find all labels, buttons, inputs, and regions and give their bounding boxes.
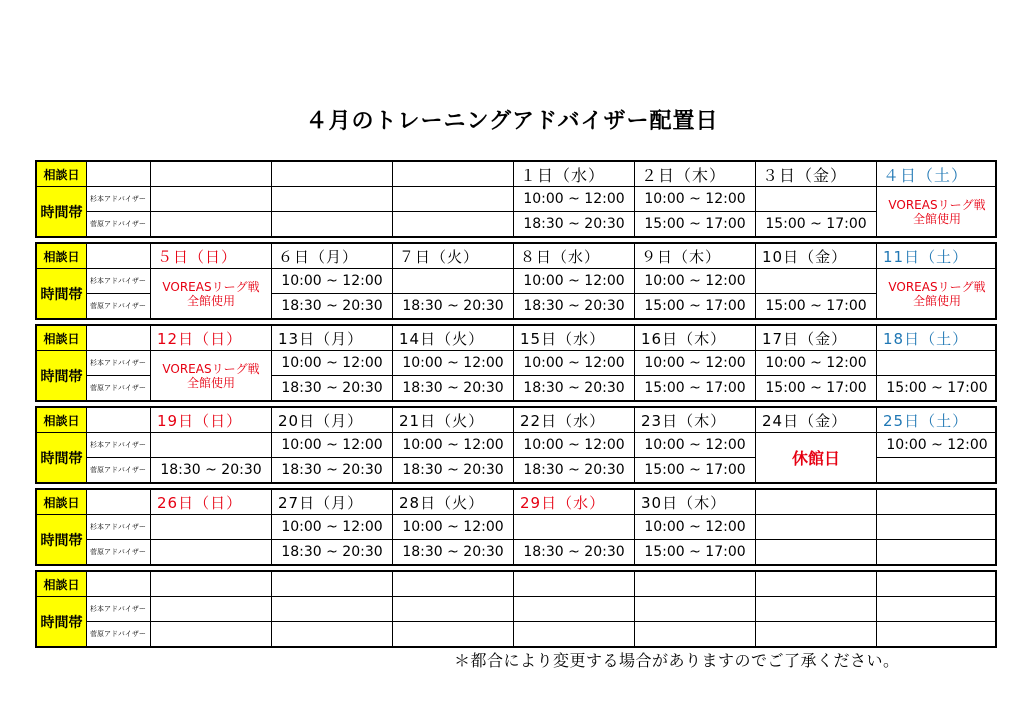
advisor-2-time: 18:30 ~ 20:30	[514, 376, 635, 400]
advisor-1-time: 10:00 ~ 12:00	[514, 433, 635, 458]
advisor-2-time: 18:30 ~ 20:30	[272, 458, 393, 482]
day-date: 18日（土）	[877, 326, 997, 351]
advisor-2-time	[756, 622, 877, 646]
closed-day-label: 休館日	[756, 433, 877, 482]
day-date: 24日（金）	[756, 408, 877, 433]
time-slot-label: 時間帯	[37, 597, 87, 646]
advisor-1-time: 10:00 ~ 12:00	[514, 187, 635, 212]
advisor-2-label: 菅原アドバイザー	[87, 622, 151, 646]
event-note-detail: 全館使用	[186, 293, 235, 308]
advisor-1-time	[393, 187, 514, 212]
week-grid	[37, 244, 995, 318]
advisor-1-label: 杉本アドバイザー	[87, 269, 151, 294]
advisor-2-label: 菅原アドバイザー	[87, 376, 151, 400]
advisor-2-time	[151, 622, 272, 646]
advisor-1-time: 10:00 ~ 12:00	[514, 269, 635, 294]
advisor-2-time: 15:00 ~ 17:00	[886, 380, 988, 396]
day-date: 12日（日）	[151, 326, 272, 351]
corner-cell	[87, 326, 151, 351]
day-date	[635, 572, 756, 597]
day-date	[393, 572, 514, 597]
advisor-1-time	[151, 597, 272, 622]
consult-day-label: 相談日	[37, 244, 87, 269]
day-date: ５日（日）	[151, 244, 272, 269]
event-note	[151, 351, 272, 400]
day-date: ７日（火）	[393, 244, 514, 269]
advisor-2-time	[393, 622, 514, 646]
advisor-2-time	[272, 212, 393, 236]
day-date: 20日（月）	[272, 408, 393, 433]
advisor-2-time	[877, 540, 997, 564]
advisor-1-time: 10:00 ~ 12:00	[272, 269, 393, 294]
day-date	[393, 162, 514, 187]
advisor-1-time	[393, 269, 514, 294]
week-block	[35, 324, 997, 402]
event-note	[877, 269, 997, 318]
advisor-2-time: 18:30 ~ 20:30	[514, 212, 635, 236]
advisor-2-time	[151, 540, 272, 564]
advisor-2-time: 18:30 ~ 20:30	[272, 294, 393, 318]
corner-cell	[87, 490, 151, 515]
week-block	[35, 406, 997, 484]
corner-cell	[87, 408, 151, 433]
advisor-2-time: 18:30 ~ 20:30	[393, 540, 514, 564]
advisor-2-time: 18:30 ~ 20:30	[514, 294, 635, 318]
day-date: 27日（月）	[272, 490, 393, 515]
week-grid	[37, 162, 995, 236]
advisor-1-label: 杉本アドバイザー	[87, 433, 151, 458]
advisor-1-time: 10:00 ~ 12:00	[393, 433, 514, 458]
advisor-1-time: 10:00 ~ 12:00	[635, 351, 756, 376]
advisor-1-time: 10:00 ~ 12:00	[635, 433, 756, 458]
advisor-1-time: 10:00 ~ 12:00	[272, 515, 393, 540]
advisor-1-time: 10:00 ~ 12:00	[635, 187, 756, 212]
advisor-1-time	[514, 597, 635, 622]
day-date: ８日（水）	[514, 244, 635, 269]
advisor-1-time	[756, 515, 877, 540]
day-date	[272, 162, 393, 187]
week-block	[35, 242, 997, 320]
advisor-1-time	[756, 269, 877, 294]
footer-note: ＊都合により変更する場合がありますのでご了承ください。	[454, 651, 900, 670]
advisor-1-time: 10:00 ~ 12:00	[635, 269, 756, 294]
day-date: 22日（水）	[514, 408, 635, 433]
advisor-2-time: 15:00 ~ 17:00	[635, 376, 756, 400]
advisor-2-label: 菅原アドバイザー	[87, 294, 151, 318]
time-slot-label: 時間帯	[37, 433, 87, 482]
advisor-1-time	[514, 515, 635, 540]
corner-cell	[87, 572, 151, 597]
advisor-2-time: 15:00 ~ 17:00	[635, 294, 756, 318]
day-date: 15日（水）	[514, 326, 635, 351]
day-date	[877, 490, 997, 515]
day-date: 21日（火）	[393, 408, 514, 433]
consult-day-label: 相談日	[37, 490, 87, 515]
page-title: ４月のトレーニングアドバイザー配置日	[305, 109, 719, 134]
day-date	[151, 572, 272, 597]
advisor-1-time: 10:00 ~ 12:00	[756, 351, 877, 376]
advisor-2-time: 15:00 ~ 17:00	[756, 294, 877, 318]
advisor-1-time	[151, 433, 272, 458]
advisor-1-time: 10:00 ~ 12:00	[393, 351, 514, 376]
advisor-2-time: 15:00 ~ 17:00	[756, 376, 877, 400]
advisor-2-time: 18:30 ~ 20:30	[514, 458, 635, 482]
day-date: 30日（木）	[635, 490, 756, 515]
advisor-2-time: 18:30 ~ 20:30	[393, 458, 514, 482]
advisor-2-time	[756, 540, 877, 564]
advisor-1-time	[151, 187, 272, 212]
event-note-title: VOREASリーグ戦	[888, 197, 986, 212]
day-date: 26日（日）	[151, 490, 272, 515]
event-note-detail: 全館使用	[912, 211, 961, 226]
advisor-1-time	[877, 351, 997, 376]
advisor-1-time	[635, 597, 756, 622]
advisor-1-time: 10:00 ~ 12:00	[272, 433, 393, 458]
advisor-1-time	[272, 597, 393, 622]
day-date: 17日（金）	[756, 326, 877, 351]
advisor-1-time	[272, 187, 393, 212]
time-slot-label: 時間帯	[37, 187, 87, 236]
day-date: 14日（火）	[393, 326, 514, 351]
week-grid	[37, 572, 995, 646]
advisor-2-time	[635, 622, 756, 646]
event-note	[151, 269, 272, 318]
event-note-title: VOREASリーグ戦	[888, 279, 986, 294]
day-date: 25日（土）	[877, 408, 997, 433]
week-block	[35, 488, 997, 566]
day-date: ９日（木）	[635, 244, 756, 269]
advisor-2-time: 15:00 ~ 17:00	[756, 212, 877, 236]
day-date: 19日（日）	[151, 408, 272, 433]
day-date	[514, 572, 635, 597]
advisor-2-time: 15:00 ~ 17:00	[635, 458, 756, 482]
advisor-2-time	[151, 212, 272, 236]
time-slot-label: 時間帯	[37, 515, 87, 564]
advisor-2-time	[514, 622, 635, 646]
advisor-1-label: 杉本アドバイザー	[87, 187, 151, 212]
day-date	[877, 572, 997, 597]
advisor-2-time: 18:30 ~ 20:30	[272, 540, 393, 564]
event-note-title: VOREASリーグ戦	[162, 279, 260, 294]
week-grid	[37, 326, 995, 400]
advisor-1-time	[877, 515, 997, 540]
week-grid	[37, 490, 995, 564]
advisor-2-time: 18:30 ~ 20:30	[393, 294, 514, 318]
day-date	[756, 490, 877, 515]
advisor-2-time	[393, 212, 514, 236]
advisor-2-label: 菅原アドバイザー	[87, 458, 151, 482]
day-date	[151, 162, 272, 187]
advisor-1-time	[151, 515, 272, 540]
advisor-2-time	[877, 622, 997, 646]
day-date: 28日（火）	[393, 490, 514, 515]
event-note-detail: 全館使用	[186, 375, 235, 390]
advisor-1-time: 10:00 ~ 12:00	[635, 515, 756, 540]
advisor-1-time	[393, 597, 514, 622]
week-grid	[37, 408, 995, 482]
advisor-1-label: 杉本アドバイザー	[87, 597, 151, 622]
day-date: 23日（木）	[635, 408, 756, 433]
consult-day-label: 相談日	[37, 408, 87, 433]
advisor-1-time	[877, 597, 997, 622]
event-note-title: VOREASリーグ戦	[162, 361, 260, 376]
advisor-2-time: 18:30 ~ 20:30	[393, 376, 514, 400]
advisor-2-label: 菅原アドバイザー	[87, 212, 151, 236]
advisor-2-time: 18:30 ~ 20:30	[514, 540, 635, 564]
consult-day-label: 相談日	[37, 572, 87, 597]
advisor-2-time: 18:30 ~ 20:30	[272, 376, 393, 400]
consult-day-label: 相談日	[37, 326, 87, 351]
advisor-1-time: 10:00 ~ 12:00	[877, 433, 997, 458]
advisor-1-time: 10:00 ~ 12:00	[393, 515, 514, 540]
time-slot-label: 時間帯	[37, 351, 87, 400]
day-date	[756, 572, 877, 597]
event-note	[877, 187, 997, 236]
day-date	[272, 572, 393, 597]
day-date: 11日（土）	[877, 244, 997, 269]
day-date: １日（水）	[514, 162, 635, 187]
advisor-1-time	[756, 187, 877, 212]
week-block	[35, 570, 997, 648]
day-date: 10日（金）	[756, 244, 877, 269]
advisor-2-time: 18:30 ~ 20:30	[151, 458, 272, 482]
day-date: ４日（土）	[877, 162, 997, 187]
advisor-1-time	[756, 597, 877, 622]
time-slot-label: 時間帯	[37, 269, 87, 318]
advisor-2-time: 15:00 ~ 17:00	[635, 540, 756, 564]
advisor-2-label: 菅原アドバイザー	[87, 540, 151, 564]
day-date: ２日（木）	[635, 162, 756, 187]
advisor-2-time	[877, 458, 997, 482]
corner-cell	[87, 244, 151, 269]
day-date: ３日（金）	[756, 162, 877, 187]
consult-day-label: 相談日	[37, 162, 87, 187]
day-date: 16日（木）	[635, 326, 756, 351]
advisor-1-time: 10:00 ~ 12:00	[272, 351, 393, 376]
day-date: 29日（水）	[514, 490, 635, 515]
advisor-1-label: 杉本アドバイザー	[87, 515, 151, 540]
day-date: ６日（月）	[272, 244, 393, 269]
day-date: 13日（月）	[272, 326, 393, 351]
corner-cell	[87, 162, 151, 187]
advisor-1-label: 杉本アドバイザー	[87, 351, 151, 376]
event-note-detail: 全館使用	[912, 293, 961, 308]
advisor-2-time: 15:00 ~ 17:00	[635, 212, 756, 236]
advisor-2-time	[272, 622, 393, 646]
week-block	[35, 160, 997, 238]
advisor-1-time: 10:00 ~ 12:00	[514, 351, 635, 376]
